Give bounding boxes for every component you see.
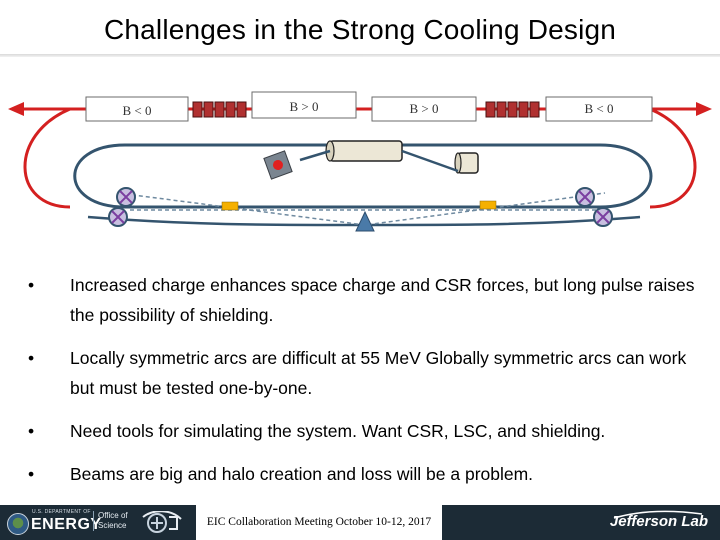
doe-department-text: U.S. DEPARTMENT OF	[32, 509, 91, 515]
kicker-icon	[264, 151, 292, 179]
segment-label-4: B < 0	[584, 101, 614, 116]
bullet-text: Beams are big and halo creation and loss will be a problem.	[70, 464, 534, 484]
footer-bar	[0, 505, 720, 540]
office-line-2: Science	[98, 521, 127, 530]
jefferson-lab-logo-text: Jefferson Lab	[609, 513, 708, 530]
eic-logo-icon	[137, 511, 187, 535]
quadrupole-icon-4	[594, 208, 612, 226]
segment-label-3: B > 0	[409, 101, 439, 116]
segment-box-3	[372, 97, 476, 121]
rf-cavity-short	[455, 153, 478, 173]
bullet-marker: •	[28, 464, 35, 484]
magnet-block-left	[193, 102, 246, 117]
quadrupole-icon-3	[576, 188, 594, 206]
office-line-1: Office of	[98, 511, 128, 520]
doe-logo-text: ENERGY	[31, 516, 102, 533]
bullet-text: Need tools for simulating the system. Want CSR, LSC, and shielding.	[70, 421, 606, 441]
meeting-caption: EIC Collaboration Meeting October 10-12, 2017	[196, 505, 442, 540]
bullet-item	[28, 343, 708, 403]
doe-seal-icon	[7, 513, 29, 535]
magnet-block-right	[486, 102, 539, 117]
cooler-ring-diagram	[0, 75, 720, 245]
segment-box-2	[252, 92, 356, 118]
bullet-marker: •	[28, 348, 35, 368]
slide-title: Challenges in the Strong Cooling Design	[103, 14, 617, 45]
rf-cavity-long	[326, 141, 402, 161]
segment-label-2: B > 0	[289, 99, 319, 114]
bullet-text: Increased charge enhances space charge and CSR forces, but long pulse raises the possibility of shielding.	[70, 275, 695, 325]
bullet-item	[28, 459, 708, 489]
bullet-marker: •	[28, 421, 35, 441]
dipole-pad-right	[480, 201, 496, 209]
segment-box-1	[86, 97, 188, 121]
bullet-marker: •	[28, 275, 35, 295]
bullet-item	[28, 416, 708, 446]
title-divider	[0, 54, 720, 57]
segment-label-1: B < 0	[122, 103, 152, 118]
quadrupole-icon-1	[117, 188, 135, 206]
bullet-text: Locally symmetric arcs are difficult at 55 MeV Globally symmetric arcs can work but must be tested one-by-one.	[70, 348, 687, 398]
segment-box-4	[546, 97, 652, 121]
bullet-item	[28, 270, 708, 330]
quadrupole-icon-2	[109, 208, 127, 226]
merger-triangle-icon	[356, 212, 374, 231]
dipole-pad-left	[222, 202, 238, 210]
bullet-list	[28, 270, 708, 502]
office-of-science-text	[93, 511, 128, 531]
